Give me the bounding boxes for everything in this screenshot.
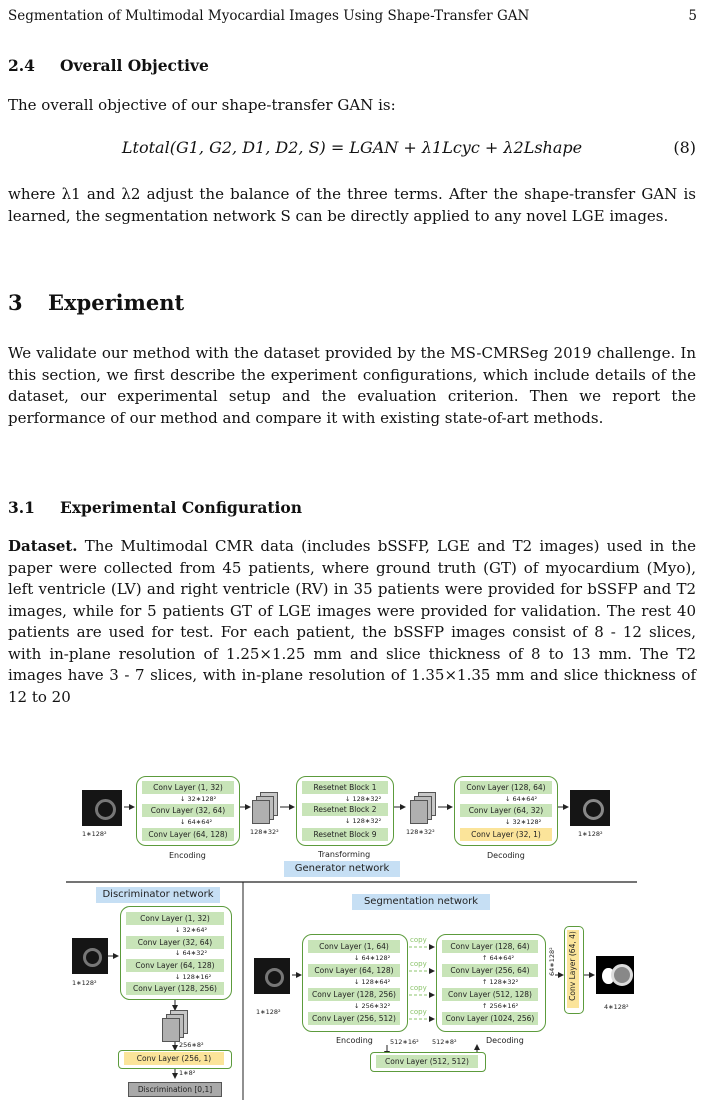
- gen-decoding-caption: Decoding: [487, 851, 525, 860]
- seg-input-mri-image: [254, 958, 290, 994]
- seg-dec-dim-1: ↑ 64∗64²: [482, 954, 515, 962]
- disc-final-dim: 1∗8²: [179, 1069, 196, 1077]
- seg-enc-layer-2: Conv Layer (64, 128): [308, 964, 400, 977]
- gen-dec-dim-1: ↓ 64∗64²: [505, 795, 538, 803]
- section-title: Overall Objective: [60, 56, 209, 75]
- disc-final-layer: Conv Layer (256, 1): [124, 1052, 224, 1065]
- objective-paragraph: where λ1 and λ2 adjust the balance of the three terms. After the shape-transfer GAN is learned, the segmentation network S can be directly applied to any novel LGE images.: [8, 185, 696, 225]
- experiment-paragraph: We validate our method with the dataset provided by the MS-CMRSeg 2019 challenge. In this section, we first describe the experiment configurations, which include details of the dataset, our experimental setup and the evaluation criterion. Then we report the performance of our method and compare it with existing state-of-art methods.: [8, 344, 696, 427]
- seg-output-dim: 4∗128²: [604, 1003, 629, 1011]
- seg-enc-layer-4: Conv Layer (256, 512): [308, 1012, 400, 1025]
- seg-dec-dim-3: ↑ 256∗16²: [482, 1002, 519, 1010]
- gen-transforming-caption: Transforming: [318, 850, 371, 859]
- seg-enc-dim-1: ↓ 64∗128²: [354, 954, 391, 962]
- disc-layer-2: Conv Layer (32, 64): [126, 936, 224, 949]
- gen-trans-dim-1: ↓ 128∗32²: [345, 795, 382, 803]
- copy-label-3: copy: [410, 984, 427, 992]
- section-title: Experimental Configuration: [60, 498, 303, 517]
- gen-dec-dim-2: ↓ 32∗128²: [505, 818, 542, 826]
- copy-label-4: copy: [410, 1008, 427, 1016]
- gen-trans-dim-2: ↓ 128∗32²: [345, 817, 382, 825]
- equation-number: (8): [673, 138, 696, 157]
- objective-intro: The overall objective of our shape-transfer GAN is:: [8, 96, 396, 114]
- copy-label-1: copy: [410, 936, 427, 944]
- gen-enc-layer-1: Conv Layer (1, 32): [142, 781, 234, 794]
- disc-dim-1: ↓ 32∗64²: [175, 926, 208, 934]
- seg-bottom-in-dim: 512∗16²: [390, 1038, 419, 1046]
- disc-layer-4: Conv Layer (128, 256): [126, 982, 224, 995]
- output-mri-image: [570, 790, 610, 826]
- segmentation-network-title: Segmentation network: [352, 894, 490, 910]
- generator-network-title: Generator network: [284, 861, 400, 877]
- section-number: 3.1: [8, 498, 35, 517]
- gen-enc-layer-2: Conv Layer (32, 64): [142, 804, 234, 817]
- gen-enc-dim-2: ↓ 64∗64²: [180, 818, 213, 826]
- gen-dec-layer-3: Conv Layer (32, 1): [460, 828, 552, 841]
- seg-enc-dim-3: ↓ 256∗32²: [354, 1002, 391, 1010]
- gen-trans-layer-2: Resetnet Block 2: [302, 803, 388, 816]
- segmentation-mask-output: [596, 956, 634, 994]
- generator-output-dim: 1∗128²: [578, 830, 603, 838]
- dataset-lead: Dataset.: [8, 537, 78, 555]
- section-number: 2.4: [8, 56, 35, 75]
- seg-dec-layer-4: Conv Layer (1024, 256): [442, 1012, 538, 1025]
- seg-enc-dim-2: ↓ 128∗64²: [354, 978, 391, 986]
- disc-stack-dim: 256∗8²: [179, 1041, 204, 1049]
- seg-decoding-caption: Decoding: [486, 1036, 524, 1045]
- seg-bottleneck-layer: Conv Layer (512, 512): [376, 1055, 478, 1068]
- disc-dim-2: ↓ 64∗32²: [175, 949, 208, 957]
- gen-enc-dim-1: ↓ 32∗128²: [180, 795, 217, 803]
- gen-dec-layer-2: Conv Layer (64, 32): [460, 804, 552, 817]
- disc-dim-3: ↓ 128∗16²: [175, 973, 212, 981]
- disc-input-dim: 1∗128²: [72, 979, 97, 987]
- seg-dec-layer-3: Conv Layer (512, 128): [442, 988, 538, 1001]
- page-number: 5: [688, 8, 697, 24]
- equation-body: Ltotal(G1, G2, D1, D2, S) = LGAN + λ1Lcyc + λ2Lshape: [121, 138, 583, 157]
- seg-encoding-caption: Encoding: [336, 1036, 373, 1045]
- seg-final-dim: 64∗128²: [548, 947, 556, 976]
- discrimination-output: Discrimination [0,1]: [128, 1082, 222, 1097]
- gen-dec-layer-1: Conv Layer (128, 64): [460, 781, 552, 794]
- seg-dec-dim-2: ↑ 128∗32²: [482, 978, 519, 986]
- gen-encoding-caption: Encoding: [169, 851, 206, 860]
- seg-final-layer: Conv Layer (64, 4): [568, 931, 577, 1001]
- disc-layer-3: Conv Layer (64, 128): [126, 959, 224, 972]
- seg-dec-layer-1: Conv Layer (128, 64): [442, 940, 538, 953]
- input-mri-image: [82, 790, 122, 826]
- seg-bottom-out-dim: 512∗8²: [432, 1038, 457, 1046]
- section-title: Experiment: [48, 290, 185, 315]
- running-title: Segmentation of Multimodal Myocardial Images Using Shape-Transfer GAN: [8, 8, 530, 24]
- gen-trans-layer-3: Resetnet Block 9: [302, 828, 388, 841]
- gen-mid-dim-1: 128∗32²: [250, 828, 279, 836]
- disc-input-mri-image: [72, 938, 108, 974]
- section-number: 3: [8, 290, 23, 315]
- disc-layer-1: Conv Layer (1, 32): [126, 912, 224, 925]
- discriminator-network-title: Discriminator network: [96, 887, 220, 903]
- seg-enc-layer-1: Conv Layer (1, 64): [308, 940, 400, 953]
- generator-input-dim: 1∗128²: [82, 830, 107, 838]
- dataset-text: The Multimodal CMR data (includes bSSFP, LGE and T2 images) used in the paper were collected from 45 patients, where ground truth (GT) of myocardium (Myo), left ventricle (LV) and right ventricle (RV) in 35 patients were provided for bSSFP and T2 images, while for 5 patients GT of LGE images were provided for validation. The rest 40 patients are used for test. For each patient, the bSSFP images consist of 8 - 12 slices, with in-plane resolution of 1.25×1.25 mm and slice thickness of 8 to 13 mm. The T2 images have 3 - 7 slices, with in-plane resolution of 1.35×1.35 mm and slice thickness of 12 to 20: [8, 537, 696, 706]
- gen-mid-dim-2: 128∗32²: [406, 828, 435, 836]
- seg-enc-layer-3: Conv Layer (128, 256): [308, 988, 400, 1001]
- seg-dec-layer-2: Conv Layer (256, 64): [442, 964, 538, 977]
- gen-trans-layer-1: Resetnet Block 1: [302, 781, 388, 794]
- seg-input-dim: 1∗128²: [256, 1008, 281, 1016]
- copy-label-2: copy: [410, 960, 427, 968]
- gen-enc-layer-3: Conv Layer (64, 128): [142, 828, 234, 841]
